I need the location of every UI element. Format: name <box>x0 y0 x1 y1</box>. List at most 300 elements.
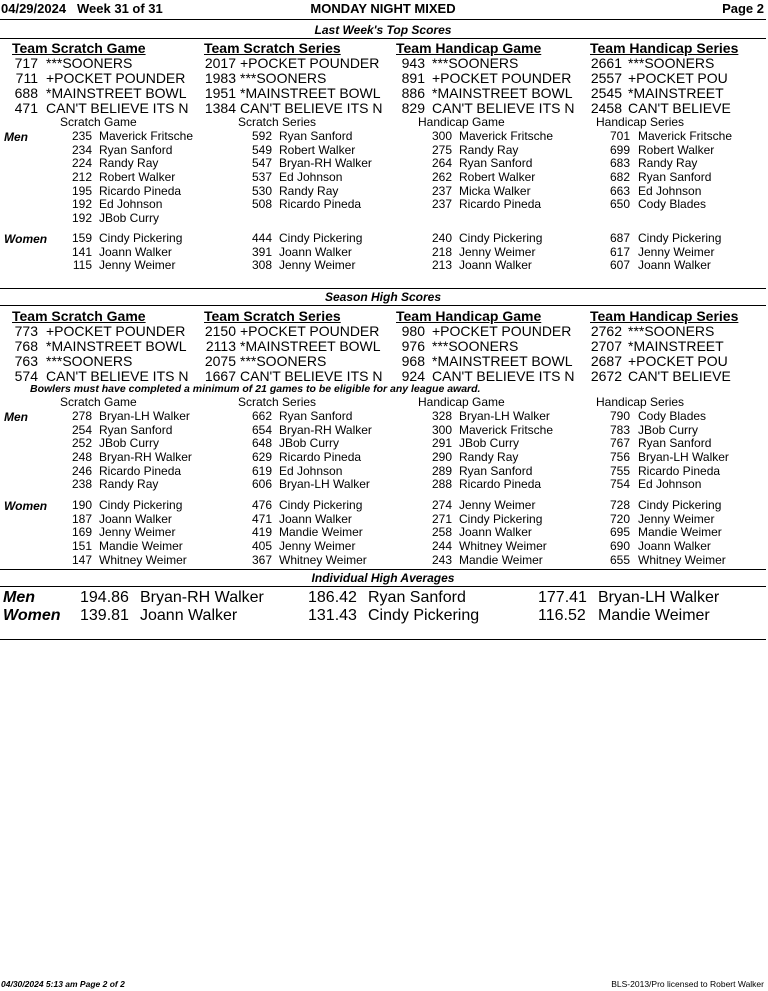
bowler-score: 444 <box>251 231 272 245</box>
bowler-name: Ryan Sanford <box>99 142 173 157</box>
bowler-name: Maverick Fritsche <box>638 129 733 143</box>
bowler-name: Cindy Pickering <box>99 231 183 245</box>
bowler-row <box>596 157 766 171</box>
bowler-name: Jenny Weimer <box>99 525 176 540</box>
bowler-score: 682 <box>609 170 630 185</box>
men-column <box>238 410 413 492</box>
season-women-label: Women <box>4 499 48 513</box>
bowler-score: 195 <box>71 183 92 198</box>
team-row <box>200 354 390 369</box>
bowler-row <box>60 157 235 171</box>
bowler-row <box>418 157 598 171</box>
bowler-score: 754 <box>609 477 630 492</box>
bowler-score: 308 <box>251 258 272 273</box>
bowler-name: Mandie Weimer <box>99 539 183 554</box>
bowler-row <box>418 451 598 465</box>
bowler-name: Cindy Pickering <box>459 511 543 526</box>
bowler-row <box>60 513 235 527</box>
team-column <box>200 40 390 116</box>
bowler-name: Ed Johnson <box>638 183 702 198</box>
bowler-name: Jenny Weimer <box>459 498 536 512</box>
bowler-name: Joann Walker <box>99 511 172 526</box>
team-score: 943 <box>401 55 425 71</box>
team-heading: Team Handicap Series <box>590 308 739 324</box>
bowler-score: 654 <box>251 422 272 437</box>
eligibility-note: Bowlers must have completed a minimum of 21 games to be eligible for any league award. <box>30 383 481 395</box>
team-row <box>586 101 766 116</box>
bowler-row <box>596 513 766 527</box>
team-score: 1667 <box>204 368 236 384</box>
bowler-name: Ricardo Pineda <box>279 197 362 212</box>
team-row <box>392 56 582 71</box>
bowler-score: 537 <box>251 170 272 185</box>
team-name: CAN'T BELIEVE ITS N <box>46 100 189 116</box>
team-row <box>8 86 198 101</box>
team-row <box>200 86 390 101</box>
bowler-name: Bryan-LH Walker <box>459 409 550 423</box>
bowler-row <box>418 259 598 273</box>
team-score: 2707 <box>590 338 622 354</box>
bowler-row <box>418 232 598 246</box>
average-value: 186.42 <box>308 589 357 606</box>
team-score: 980 <box>401 323 425 339</box>
bowler-name: Maverick Fritsche <box>99 129 194 143</box>
bowler-name: Jenny Weimer <box>279 258 356 273</box>
bowler-row <box>60 198 235 212</box>
team-column <box>200 308 390 384</box>
bowler-row <box>418 246 598 260</box>
bowler-row <box>238 171 413 185</box>
bowler-score: 767 <box>609 436 630 451</box>
team-score: 711 <box>15 70 38 86</box>
team-name: ***SOONERS <box>628 323 715 339</box>
team-score: 2557 <box>590 70 622 86</box>
bowler-name: Whitney Weimer <box>99 552 187 567</box>
bowler-score: 300 <box>431 129 452 143</box>
bowler-row <box>596 259 766 273</box>
bowler-row <box>60 246 235 260</box>
bowler-score: 391 <box>251 244 272 259</box>
bowler-name: Randy Ray <box>279 183 339 198</box>
team-name: ***SOONERS <box>432 338 519 354</box>
women-column <box>60 232 235 273</box>
team-name: *MAINSTREET BOWL <box>46 338 187 354</box>
bowler-name: Ricardo Pineda <box>459 197 542 212</box>
team-row <box>392 339 582 354</box>
season-rule <box>0 305 766 306</box>
bowler-row <box>60 424 235 438</box>
men-column <box>60 410 235 492</box>
team-score: 2762 <box>590 323 622 339</box>
team-row <box>586 86 766 101</box>
bowler-score: 728 <box>609 498 630 512</box>
bowler-name: Randy Ray <box>638 156 698 171</box>
average-name: Cindy Pickering <box>368 607 480 624</box>
season-title: Season High Scores <box>324 290 442 304</box>
team-name: ***SOONERS <box>432 55 519 71</box>
bowler-score: 650 <box>609 197 630 212</box>
team-heading: Team Scratch Series <box>204 308 341 324</box>
bowler-score: 235 <box>71 129 92 143</box>
team-row <box>8 339 198 354</box>
bowler-score: 699 <box>609 142 630 157</box>
bowler-row <box>60 171 235 185</box>
bowler-row <box>238 246 413 260</box>
bowler-row <box>596 246 766 260</box>
team-row <box>392 324 582 339</box>
team-score: 2687 <box>590 353 622 369</box>
team-name: CAN'T BELIEVE <box>628 368 731 384</box>
women-column <box>596 499 766 567</box>
team-name: CAN'T BELIEVE ITS N <box>46 368 189 384</box>
individual-heading: Handicap Game <box>418 115 505 129</box>
bowler-score: 328 <box>431 409 452 423</box>
week-label: Week 31 of 31 <box>77 1 163 16</box>
bowler-score: 147 <box>71 552 92 567</box>
bowler-name: Ricardo Pineda <box>638 463 721 478</box>
bowler-row <box>418 171 598 185</box>
team-score: 2150 <box>204 323 236 339</box>
bowler-name: Micka Walker <box>459 183 531 198</box>
men-column <box>596 130 766 212</box>
bowler-score: 151 <box>71 539 92 554</box>
team-name: ***SOONERS <box>46 55 133 71</box>
bowler-name: Ryan Sanford <box>279 129 353 143</box>
team-name: *MAINSTREET <box>628 338 724 354</box>
bowler-row <box>238 554 413 568</box>
individual-heading: Scratch Series <box>238 115 317 129</box>
team-row <box>8 354 198 369</box>
team-row <box>392 369 582 384</box>
bowler-score: 756 <box>609 450 630 465</box>
bowler-score: 690 <box>609 539 630 554</box>
bowler-name: Randy Ray <box>459 450 519 465</box>
bowler-row <box>60 499 235 513</box>
men-column <box>60 130 235 226</box>
team-score: 886 <box>401 85 425 101</box>
bowler-row <box>596 451 766 465</box>
averages-top-rule <box>0 569 766 570</box>
bowler-name: Ricardo Pineda <box>99 183 182 198</box>
bowler-score: 159 <box>71 231 92 245</box>
team-name: +POCKET POUNDER <box>432 323 572 339</box>
bowler-name: Jenny Weimer <box>99 258 176 273</box>
bowler-score: 300 <box>431 422 452 437</box>
bowler-row <box>238 130 413 144</box>
bowler-name: Cindy Pickering <box>459 231 543 245</box>
team-score: 688 <box>14 85 38 101</box>
bowler-score: 271 <box>431 511 452 526</box>
bowler-score: 606 <box>251 477 272 492</box>
bowler-row <box>238 526 413 540</box>
team-column <box>8 308 198 384</box>
bowler-row <box>60 437 235 451</box>
bowler-row <box>418 144 598 158</box>
bowler-name: JBob Curry <box>99 436 160 451</box>
report-date: 04/29/2024 <box>1 1 67 16</box>
bowler-score: 419 <box>251 525 272 540</box>
team-name: +POCKET POUNDER <box>46 70 186 86</box>
team-score: 968 <box>401 353 425 369</box>
averages-rule <box>0 586 766 587</box>
team-name: *MAINSTREET BOWL <box>240 85 381 101</box>
bowler-score: 244 <box>431 539 452 554</box>
bowler-row <box>60 232 235 246</box>
bowler-score: 790 <box>609 409 630 423</box>
bowler-row <box>60 259 235 273</box>
bowler-score: 237 <box>431 183 452 198</box>
team-row <box>392 71 582 86</box>
team-row <box>200 339 390 354</box>
bowler-row <box>238 513 413 527</box>
team-score: 2661 <box>590 55 622 71</box>
team-row <box>392 101 582 116</box>
bowler-score: 549 <box>251 142 272 157</box>
bowler-score: 508 <box>251 197 272 212</box>
bowler-row <box>238 499 413 513</box>
women-column <box>418 232 598 273</box>
bowler-name: Ed Johnson <box>99 197 163 212</box>
bowler-row <box>238 410 413 424</box>
bowler-score: 547 <box>251 156 272 171</box>
team-name: +POCKET POUNDER <box>432 70 572 86</box>
bowler-row <box>60 185 235 199</box>
averages-title: Individual High Averages <box>311 571 455 585</box>
average-name: Ryan Sanford <box>368 589 466 606</box>
bowler-name: Jenny Weimer <box>638 244 715 259</box>
bowler-name: Cindy Pickering <box>279 498 363 512</box>
bowler-row <box>418 130 598 144</box>
averages-bottom-rule <box>0 639 766 640</box>
team-row <box>586 324 766 339</box>
women-column <box>238 232 413 273</box>
bowler-name: Robert Walker <box>459 170 536 185</box>
team-score: 924 <box>401 368 425 384</box>
team-score: 763 <box>14 353 38 369</box>
license-text: BLS-2013/Pro licensed to Robert Walker <box>611 979 764 989</box>
bowler-name: Ryan Sanford <box>459 156 533 171</box>
bowler-name: Ricardo Pineda <box>459 477 542 492</box>
bowler-name: Whitney Weimer <box>638 552 726 567</box>
bowler-name: Ryan Sanford <box>279 409 353 423</box>
bowler-row <box>418 554 598 568</box>
bowler-score: 288 <box>431 477 452 492</box>
team-row <box>200 71 390 86</box>
bowler-score: 141 <box>71 244 92 259</box>
bowler-row <box>418 513 598 527</box>
team-row <box>200 369 390 384</box>
bowler-score: 290 <box>431 450 452 465</box>
bowler-name: Randy Ray <box>99 477 159 492</box>
men-column <box>596 410 766 492</box>
men-column <box>418 130 598 212</box>
team-name: CAN'T BELIEVE <box>628 100 731 116</box>
bowler-score: 278 <box>71 409 92 423</box>
bowler-name: Joann Walker <box>459 525 532 540</box>
bowler-name: Cindy Pickering <box>638 498 722 512</box>
bowler-row <box>596 540 766 554</box>
bowler-name: Mandie Weimer <box>638 525 722 540</box>
bowler-row <box>596 185 766 199</box>
bowler-score: 262 <box>431 170 452 185</box>
team-column <box>392 40 582 116</box>
team-score: 891 <box>401 70 425 86</box>
team-score: 2545 <box>590 85 622 101</box>
team-score: 768 <box>14 338 38 354</box>
team-heading: Team Handicap Series <box>590 40 739 56</box>
bowler-score: 783 <box>609 422 630 437</box>
header-rule <box>0 19 766 20</box>
bowler-row <box>596 171 766 185</box>
last-week-women-label: Women <box>4 232 48 246</box>
bowler-row <box>238 437 413 451</box>
individual-heading: Handicap Game <box>418 395 505 409</box>
bowler-name: Ryan Sanford <box>638 436 712 451</box>
bowler-row <box>596 130 766 144</box>
team-score: 2672 <box>590 368 622 384</box>
season-top-rule <box>0 288 766 289</box>
bowler-name: Robert Walker <box>638 142 715 157</box>
bowler-score: 530 <box>251 183 272 198</box>
bowler-score: 275 <box>431 142 452 157</box>
bowler-row <box>238 198 413 212</box>
bowler-name: Ricardo Pineda <box>279 450 362 465</box>
last-week-rule <box>0 38 766 39</box>
page-number: Page 2 <box>722 1 764 16</box>
bowler-name: Cody Blades <box>638 197 707 212</box>
bowler-score: 663 <box>609 183 630 198</box>
bowler-score: 592 <box>251 129 272 143</box>
bowler-row <box>60 478 235 492</box>
team-name: CAN'T BELIEVE ITS N <box>240 100 383 116</box>
team-row <box>392 354 582 369</box>
bowler-score: 187 <box>71 511 92 526</box>
bowler-name: JBob Curry <box>638 422 699 437</box>
team-heading: Team Scratch Series <box>204 40 341 56</box>
bowler-row <box>238 451 413 465</box>
team-score: 1983 <box>204 70 236 86</box>
bowler-name: Whitney Weimer <box>279 552 367 567</box>
bowler-row <box>238 540 413 554</box>
bowler-name: JBob Curry <box>459 436 520 451</box>
bowler-row <box>238 144 413 158</box>
bowler-row <box>596 144 766 158</box>
bowler-row <box>60 144 235 158</box>
bowler-score: 687 <box>609 231 630 245</box>
bowler-name: Joann Walker <box>99 244 172 259</box>
bowler-name: Bryan-RH Walker <box>99 450 192 465</box>
bowler-name: JBob Curry <box>279 436 340 451</box>
bowler-score: 254 <box>71 422 92 437</box>
bowler-row <box>238 424 413 438</box>
individual-heading: Scratch Game <box>60 115 137 129</box>
bowler-row <box>238 465 413 479</box>
bowler-score: 274 <box>431 498 452 512</box>
bowler-score: 701 <box>609 129 630 143</box>
individual-heading: Scratch Game <box>60 395 137 409</box>
men-column <box>418 410 598 492</box>
bowler-row <box>60 554 235 568</box>
team-row <box>392 86 582 101</box>
last-week-men-label: Men <box>4 130 28 144</box>
bowler-row <box>60 130 235 144</box>
bowler-row <box>60 526 235 540</box>
team-score: 2017 <box>204 55 236 71</box>
league-title: MONDAY NIGHT MIXED <box>310 1 456 16</box>
team-score: 2075 <box>204 353 236 369</box>
bowler-row <box>596 465 766 479</box>
bowler-score: 252 <box>71 436 92 451</box>
bowler-name: Cindy Pickering <box>99 498 183 512</box>
bowler-score: 607 <box>609 258 630 273</box>
bowler-score: 683 <box>609 156 630 171</box>
bowler-row <box>596 410 766 424</box>
bowler-row <box>418 465 598 479</box>
bowler-score: 218 <box>431 244 452 259</box>
average-name: Mandie Weimer <box>598 607 710 624</box>
bowler-score: 619 <box>251 463 272 478</box>
team-column <box>586 308 766 384</box>
bowler-score: 289 <box>431 463 452 478</box>
bowler-row <box>596 232 766 246</box>
bowler-row <box>60 540 235 554</box>
individual-heading: Scratch Series <box>238 395 317 409</box>
team-name: ***SOONERS <box>240 70 327 86</box>
bowler-name: Joann Walker <box>279 511 352 526</box>
average-name: Joann Walker <box>140 607 238 624</box>
team-row <box>586 339 766 354</box>
bowler-score: 629 <box>251 450 272 465</box>
bowler-name: Ed Johnson <box>638 477 702 492</box>
average-value: 116.52 <box>538 607 586 624</box>
bowler-row <box>596 478 766 492</box>
bowler-score: 291 <box>431 436 452 451</box>
bowler-row <box>596 198 766 212</box>
bowler-row <box>418 410 598 424</box>
team-score: 574 <box>14 368 38 384</box>
bowler-row <box>238 259 413 273</box>
bowler-score: 234 <box>71 142 92 157</box>
team-name: +POCKET POUNDER <box>240 323 380 339</box>
bowler-row <box>238 478 413 492</box>
average-value: 131.43 <box>308 607 357 624</box>
team-row <box>586 56 766 71</box>
team-name: *MAINSTREET BOWL <box>46 85 187 101</box>
team-name: CAN'T BELIEVE ITS N <box>432 368 575 384</box>
bowler-row <box>238 185 413 199</box>
team-heading: Team Scratch Game <box>12 40 146 56</box>
bowler-name: Randy Ray <box>459 142 519 157</box>
bowler-name: Maverick Fritsche <box>459 422 554 437</box>
bowler-row <box>60 212 235 226</box>
bowler-name: Mandie Weimer <box>459 552 543 567</box>
bowler-name: Ricardo Pineda <box>99 463 182 478</box>
bowler-score: 648 <box>251 436 272 451</box>
bowler-score: 238 <box>71 477 92 492</box>
bowler-score: 655 <box>609 552 630 567</box>
average-value: 177.41 <box>538 589 587 606</box>
bowler-score: 367 <box>251 552 272 567</box>
team-name: *MAINSTREET BOWL <box>432 85 573 101</box>
bowler-row <box>418 499 598 513</box>
bowler-score: 213 <box>431 258 452 273</box>
bowler-score: 190 <box>71 498 92 512</box>
team-row <box>8 369 198 384</box>
bowler-score: 248 <box>71 450 92 465</box>
team-name: ***SOONERS <box>46 353 133 369</box>
bowler-row <box>418 540 598 554</box>
bowler-name: Jenny Weimer <box>638 511 715 526</box>
